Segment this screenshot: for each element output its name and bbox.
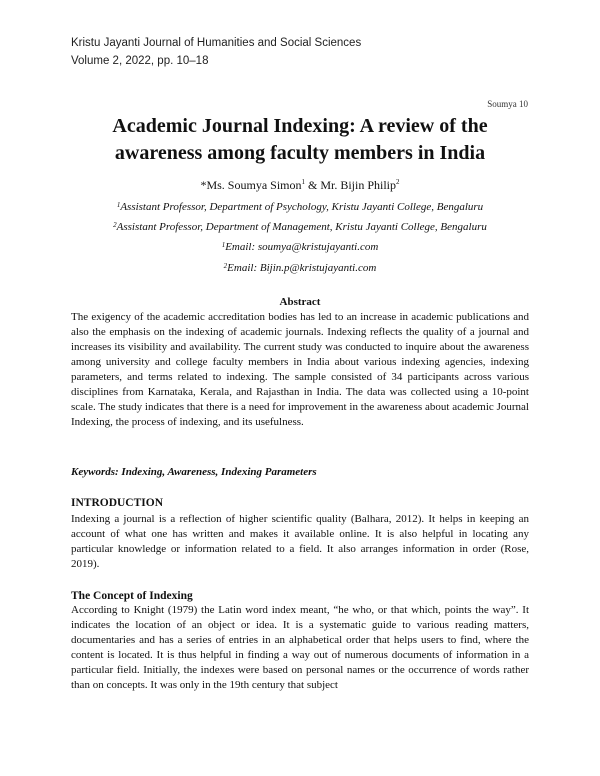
email-1-sup: 1 [221, 241, 226, 249]
affiliation-1-text: Assistant Professor, Department of Psychology, Kristu Jayanti College, Bengaluru [120, 201, 484, 213]
author-1-sup: 1 [301, 178, 305, 186]
email-2-sup: 2 [223, 262, 228, 270]
author-2: Mr. Bijin Philip [320, 178, 397, 192]
author-2-sup: 2 [396, 178, 400, 186]
affiliation-1-sup: 1 [116, 201, 121, 209]
affiliation-2-text: Assistant Professor, Department of Management, Kristu Jayanti College, Bengaluru [116, 221, 487, 233]
introduction-heading: INTRODUCTION [71, 497, 164, 509]
affiliation-1 [0, 201, 600, 213]
author-separator: & [304, 178, 321, 192]
abstract-heading: Abstract [279, 296, 321, 308]
volume-info: Volume 2, 2022, pp. 10–18 [71, 55, 209, 67]
introduction-text: Indexing a journal is a reflection of higher scientific quality (Balhara, 2012). It helps in keeping an account of what one has written and makes it available online. It is also helpful in locating any particular knowledge or information related to a field. It also arranges information in order (Rose, 2019). [71, 513, 529, 570]
journal-name: Kristu Jayanti Journal of Humanities and Social Sciences [71, 37, 362, 49]
paper-title [60, 113, 540, 167]
running-head: Soumya 10 [487, 99, 528, 109]
affiliation-2 [0, 221, 600, 233]
affiliation-2-sup: 2 [113, 221, 117, 229]
title-line-1: Academic Journal Indexing: A review of the [112, 115, 488, 137]
title-line-2: awareness among faculty members in India [114, 142, 486, 164]
email-2-text: Email: Bijin.p@kristujayanti.com [227, 262, 377, 274]
email-1-text: Email: soumya@kristujayanti.com [225, 241, 379, 253]
keywords: Keywords: Indexing, Awareness, Indexing Parameters [71, 466, 317, 478]
author-line [0, 178, 600, 193]
email-2 [0, 262, 600, 274]
abstract-text: The exigency of the academic accreditation bodies has led to an increase in academic publications and also the emphasis on the indexing of academic journals. Indexing reflects the quality of a journal and increases its visibility and availability. The current study was conducted to inquire about the awareness among university and college faculty members in India about various indexing agencies, indexing parameters, and terms related to indexing. The sample consisted of 34 participants across various disciplines from Karnataka, Kerala, and Rajasthan in India. The data was collected using a 10-point scale. The study indicates that there is a need for improvement in the awareness about academic Journal Indexing, the process of indexing, and its usefulness. [71, 311, 529, 428]
author-1: *Ms. Soumya Simon [200, 178, 302, 192]
concept-text: According to Knight (1979) the Latin word index meant, “he who, or that which, points the way”. It indicates the location of an object or idea. It is a systematic guide to various reading matters, documentaries and has a series of entries in an alphabetical order that helps users to find, where the content is located. It is thus helpful in finding a way out of numerous documents of information in a particular field. Initially, the indexes were based on personal names or the occurrence of words rather than on concepts. It was only in the 19th century that subject [71, 604, 529, 691]
email-1 [0, 241, 600, 253]
concept-heading: The Concept of Indexing [71, 590, 193, 602]
